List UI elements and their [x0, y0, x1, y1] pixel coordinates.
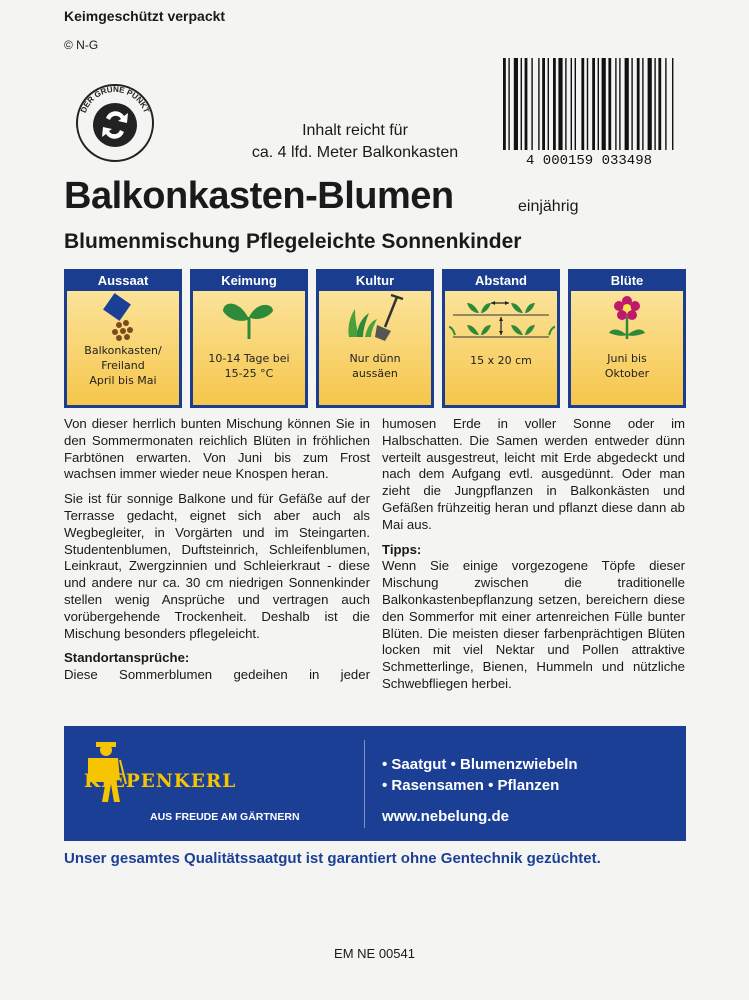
- banner-divider: [364, 740, 365, 828]
- tips-heading: Tipps:: [382, 541, 422, 557]
- card-aussaat: [64, 269, 182, 408]
- location-text: Diese Sommerblumen gedeihen in jeder: [64, 667, 370, 683]
- product-title-suffix: einjährig: [518, 198, 579, 215]
- card-line-2: 15-25 °C: [224, 367, 274, 380]
- brand-slogan: AUS FREUDE AM GÄRTNERN: [150, 811, 300, 823]
- location-heading: Standortansprüche:: [64, 650, 190, 666]
- spacing-icon: [445, 291, 557, 343]
- card-label: Kultur: [355, 273, 395, 288]
- barcode: [497, 58, 682, 168]
- tips-text: Wenn Sie einige vorgezogene Töpfe dieser Mischung zwischen die traditionelle Balkonkastenbepflanzung setzen, bereichern diese den Sommerfor mit einer artenreichen Fülle bunter Blüten. Die meisten dieser farbenprächtigen Blüten locken mit viel Nektar und Pollen attraktive Schmetterlinge, Bienen, Hummeln und nützliche Schwebfliegen herbei.: [382, 558, 685, 691]
- green-dot-logo-icon: [70, 78, 160, 168]
- paragraph: Sie ist für sonnige Balkone und für Gefäße auf der Terrasse gedacht, eignet sich aber auch als Wegbegleiter, in Vorgärten und im Steingarten. Studentenblumen, Duftsteinrich, Schleifenblumen, Leinkraut, Zwergzinnien und Schleierkraut - diese und andere nur ca. 30 cm niedrigen Sonnenkinder stellen wenig Ansprüche und vertragen auch vorübergehende Trockenheit. Deshalb ist die Mischung besonders pflegeleicht.: [64, 491, 370, 641]
- card-line-1: Balkonkasten/: [84, 344, 162, 357]
- barcode-number: 4 000159 033498: [525, 153, 653, 168]
- sprout-icon: [193, 291, 305, 343]
- card-line-2: Freiland: [101, 359, 145, 372]
- card-label: Keimung: [221, 273, 277, 288]
- card-line-1: Juni bis: [607, 352, 647, 365]
- gmo-free-note: Unser gesamtes Qualitätssaatgut ist garantiert ohne Gentechnik gezüchtet.: [64, 850, 601, 867]
- article-number: EM NE 00541: [334, 946, 415, 961]
- card-label: Abstand: [475, 273, 527, 288]
- logo-label: DER GRÜNE PUNKT: [78, 84, 152, 115]
- product-subtitle: Blumenmischung Pflegeleichte Sonnenkinder: [64, 230, 522, 253]
- card-kultur: [316, 269, 434, 408]
- seed-packet-icon: [67, 291, 179, 343]
- banner-line-2: • Rasensamen • Pflanzen: [382, 777, 560, 794]
- card-line-1: Nur dünn: [349, 352, 401, 365]
- copyright-text: © N-G: [64, 38, 99, 52]
- spade-icon: [319, 291, 431, 343]
- paragraph: humosen Erde in voller Sonne oder im Halbschatten. Die Samen werden entweder dünn verteilt ausgestreut, leicht mit Erde abgedeckt und nach dem Aufgang evtl. ausgedünnt. Oder man zieht die Jungpflanzen in Balkonkästen und Gefäßen frühzeitig heran und pflanzt diese dann ab Mai aus.: [382, 416, 685, 532]
- website-link[interactable]: www.nebelung.de: [382, 808, 509, 825]
- card-line-2: Oktober: [604, 367, 650, 380]
- text-column-left: [64, 416, 370, 692]
- card-keimung: [190, 269, 308, 408]
- card-line-1: 10-14 Tage bei: [208, 352, 290, 365]
- brand-name: KIEPENKERL: [84, 771, 237, 792]
- content-note: [230, 120, 480, 164]
- flower-icon: [571, 291, 683, 343]
- card-line-1: 15 x 20 cm: [470, 354, 532, 367]
- product-title: Balkonkasten-Blumen: [64, 175, 454, 217]
- content-line-2: ca. 4 lfd. Meter Balkonkasten: [251, 144, 459, 161]
- card-line-2: aussäen: [352, 367, 398, 380]
- text-column-right: [382, 416, 685, 701]
- paragraph: Von dieser herrlich bunten Mischung können Sie in den Sommermonaten reichlich Blüten in fröhlichen Farbtönen erwarten. Von Juni bis zum Frost wachsen immer wieder neue Knospen heran.: [64, 416, 370, 482]
- card-abstand: [442, 269, 560, 408]
- card-label: Blüte: [610, 273, 644, 288]
- content-line-1: Inhalt reicht für: [302, 122, 408, 139]
- card-bluete: [568, 269, 686, 408]
- packaging-note: Keimgeschützt verpackt: [64, 8, 226, 24]
- banner-line-1: • Saatgut • Blumenzwiebeln: [382, 756, 578, 773]
- card-line-3: April bis Mai: [89, 374, 157, 387]
- card-label: Aussaat: [97, 273, 149, 288]
